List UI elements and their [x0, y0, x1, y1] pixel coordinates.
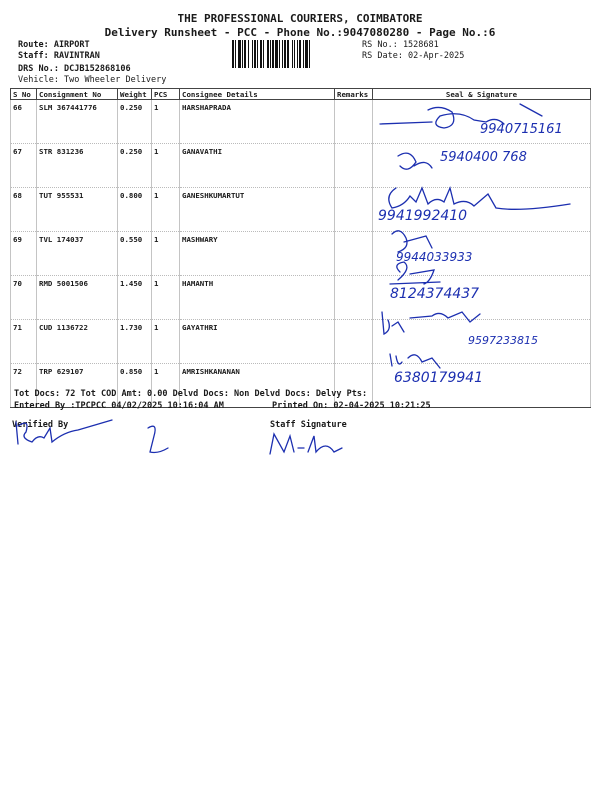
barcode-bar [232, 40, 234, 68]
barcode [232, 40, 356, 68]
col-header-consignee: Consignee Details [180, 89, 335, 100]
printed-on-line: Printed On: 02-04-2025 10:21:25 [272, 401, 431, 411]
col-header-remarks: Remarks [335, 89, 373, 100]
signature-row-67 [398, 153, 432, 169]
barcode-bar [309, 40, 310, 68]
handwritten-phone-72: 6380179941 [394, 370, 484, 386]
cell-consignment: TRP 629107 [37, 364, 118, 408]
handwritten-phone-71: 9597233815 [468, 334, 538, 347]
handwritten-phone-67: 5940400 768 [440, 150, 527, 165]
cell-consignment: SLM 367441776 [37, 100, 118, 144]
barcode-bar [305, 40, 308, 68]
cell-sno: 72 [11, 364, 37, 408]
cell-consignee: MASHWARY [180, 232, 335, 276]
cell-sno: 71 [11, 320, 37, 364]
barcode-bar [257, 40, 258, 68]
entered-by-line: Entered By :TPCPCC 04/02/2025 10:16:04 AM [14, 401, 224, 411]
handwritten-phone-68: 9941992410 [378, 208, 468, 224]
cell-consignee: GANESHKUMARTUT [180, 188, 335, 232]
cell-sno: 70 [11, 276, 37, 320]
totals-line: Tot Docs: 72 Tot COD Amt: 0.00 Delvd Docs: Non Delvd Docs: Delvy Pts: [14, 389, 368, 399]
barcode-bar [260, 40, 262, 68]
barcode-bar [294, 40, 295, 68]
signature-row-70 [390, 262, 440, 284]
signature-row-68 [389, 188, 570, 209]
document-subtitle: Delivery Runsheet - PCC - Phone No.:9047080280 - Page No.:6 [104, 26, 496, 39]
cell-pcs: 1 [152, 188, 180, 232]
cell-weight: 0.250 [118, 100, 152, 144]
cell-pcs: 1 [152, 100, 180, 144]
staff-label: Staff: RAVINTRAN [18, 51, 100, 61]
cell-remarks [335, 320, 373, 364]
barcode-bar [252, 40, 253, 68]
handwritten-signatures [370, 96, 595, 396]
cell-weight: 1.730 [118, 320, 152, 364]
barcode-bar [254, 40, 256, 68]
footer-signatures [8, 408, 388, 468]
cell-weight: 1.450 [118, 276, 152, 320]
cell-weight: 0.550 [118, 232, 152, 276]
barcode-bar [272, 40, 274, 68]
col-header-seal: Seal & Signature [373, 89, 591, 100]
cell-weight: 0.850 [118, 364, 152, 408]
cell-sno: 69 [11, 232, 37, 276]
cell-consignee: HARSHAPRADA [180, 100, 335, 144]
barcode-bar [235, 40, 236, 68]
rs-date-label: RS Date: 02-Apr-2025 [362, 51, 465, 61]
barcode-bar [292, 40, 293, 68]
cell-consignment: TUT 955531 [37, 188, 118, 232]
cell-consignment: TVL 174037 [37, 232, 118, 276]
handwritten-phone-69: 9944033933 [396, 250, 473, 264]
cell-consignment: RMD 5001506 [37, 276, 118, 320]
cell-remarks [335, 232, 373, 276]
barcode-bar [282, 40, 283, 68]
col-header-weight: Weight [118, 89, 152, 100]
signature-row-69 [392, 231, 432, 252]
cell-pcs: 1 [152, 364, 180, 408]
col-header-sno: S No [11, 89, 37, 100]
cell-consignee: AMRISHKANANAN [180, 364, 335, 408]
col-header-pcs: PCS [152, 89, 180, 100]
barcode-bar [297, 40, 298, 68]
cell-remarks [335, 188, 373, 232]
cell-remarks [335, 276, 373, 320]
barcode-bar [263, 40, 264, 68]
barcode-bar [242, 40, 243, 68]
document-title: THE PROFESSIONAL COURIERS, COIMBATORE [177, 12, 423, 25]
cell-sno: 66 [11, 100, 37, 144]
cell-pcs: 1 [152, 320, 180, 364]
col-header-consignment: Consignment No [37, 89, 118, 100]
cell-sno: 67 [11, 144, 37, 188]
barcode-bar [303, 40, 304, 68]
handwritten-phone-66: 9940715161 [480, 122, 563, 137]
barcode-bar [244, 40, 246, 68]
staff-signature-label: Staff Signature [270, 420, 347, 430]
signature-row-71 [382, 312, 480, 334]
cell-consignment: CUD 1136722 [37, 320, 118, 364]
barcode-bar [248, 40, 249, 68]
handwritten-phone-70: 8124374437 [390, 286, 480, 302]
initial-mark [148, 426, 168, 452]
drs-no-label: DRS No.: DCJB152868106 [18, 64, 131, 74]
cell-weight: 0.250 [118, 144, 152, 188]
signature-row-72 [390, 354, 440, 368]
cell-sno: 68 [11, 188, 37, 232]
cell-pcs: 1 [152, 232, 180, 276]
rs-no-label: RS No.: 1528681 [362, 40, 439, 50]
cell-consignment: STR 831236 [37, 144, 118, 188]
cell-pcs: 1 [152, 144, 180, 188]
cell-remarks [335, 144, 373, 188]
barcode-bar [287, 40, 289, 68]
verified-by-signature [16, 420, 112, 444]
barcode-bar [270, 40, 271, 68]
cell-consignee: HAMANTH [180, 276, 335, 320]
cell-consignee: GANAVATHI [180, 144, 335, 188]
cell-weight: 0.800 [118, 188, 152, 232]
cell-remarks [335, 100, 373, 144]
barcode-bar [275, 40, 278, 68]
barcode-bar [267, 40, 269, 68]
staff-signature [270, 434, 342, 454]
cell-pcs: 1 [152, 276, 180, 320]
barcode-bar [299, 40, 301, 68]
cell-consignee: GAYATHRI [180, 320, 335, 364]
verified-by-label: Verified By [12, 420, 69, 430]
barcode-bar [284, 40, 286, 68]
barcode-bar [279, 40, 280, 68]
route-label: Route: AIRPORT [18, 40, 90, 50]
vehicle-label: Vehicle: Two Wheeler Delivery [18, 75, 167, 85]
barcode-bar [238, 40, 241, 68]
